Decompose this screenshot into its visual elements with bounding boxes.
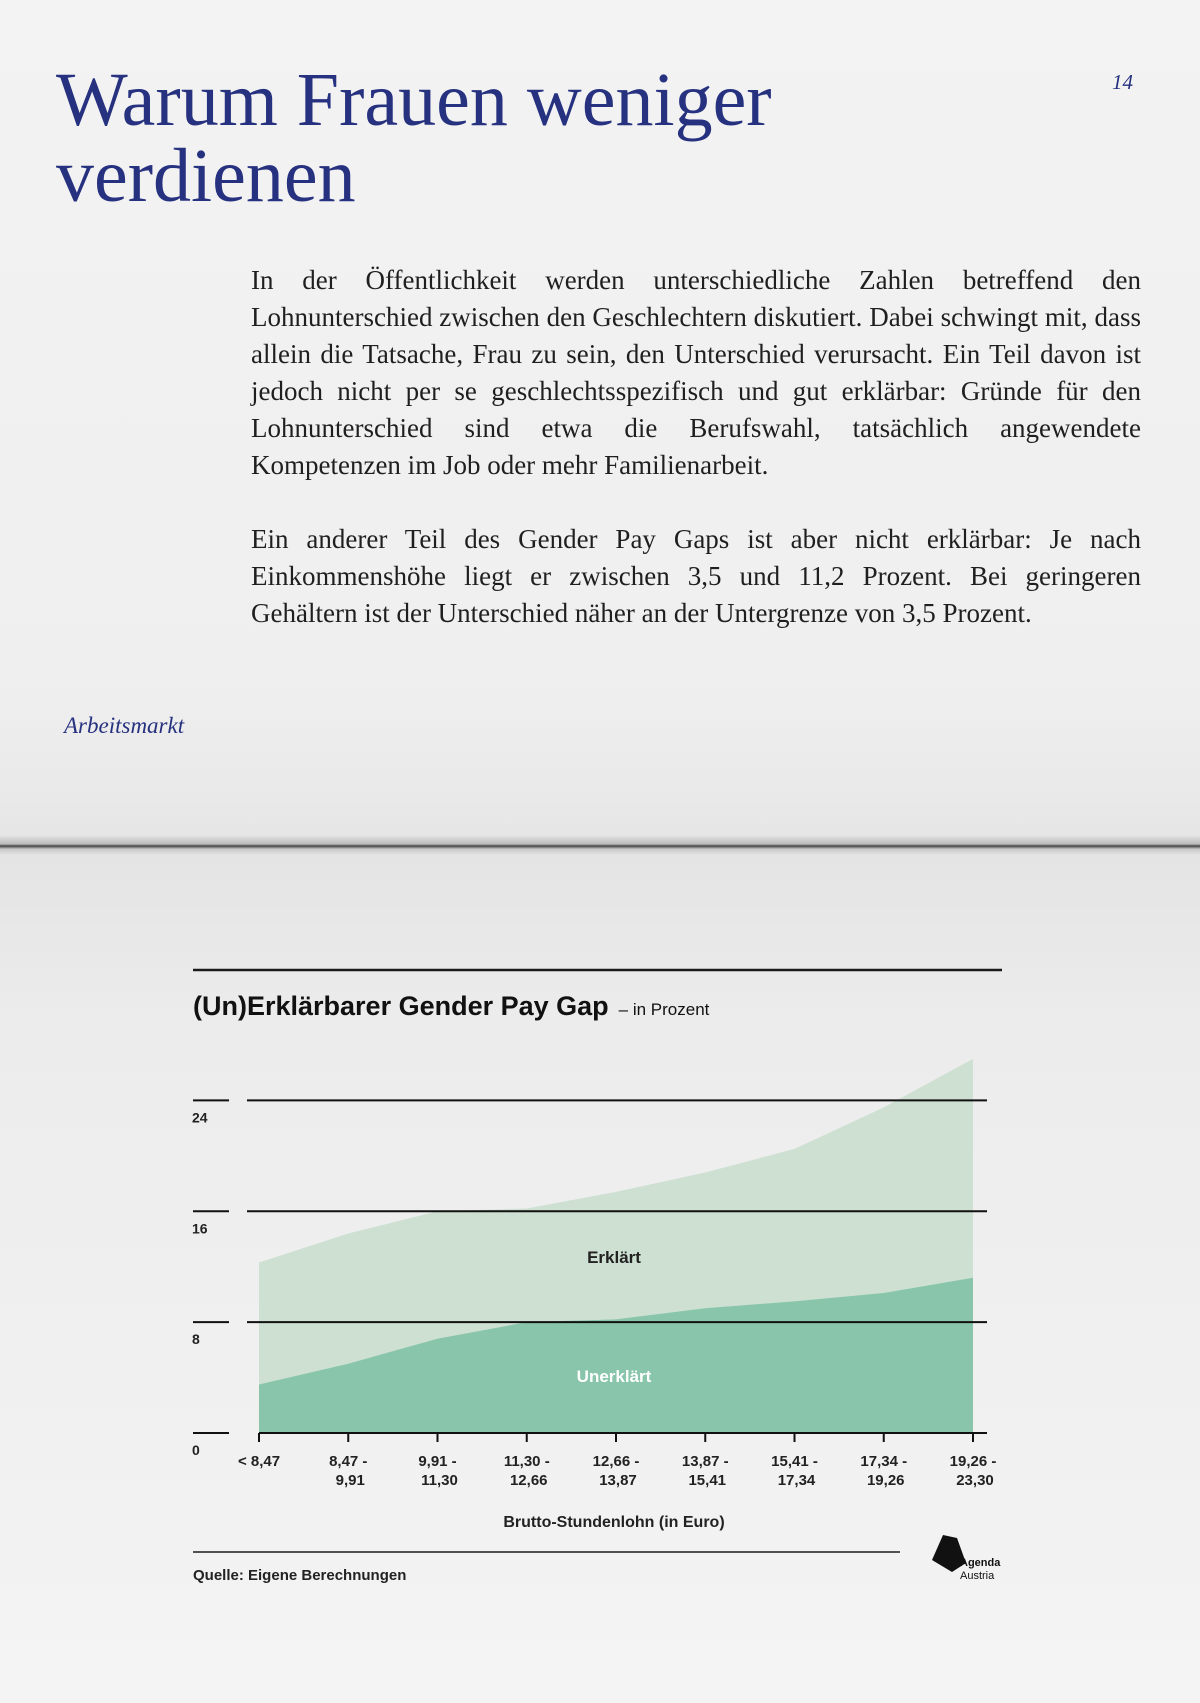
body-paragraph-2: Ein anderer Teil des Gender Pay Gaps ist aber nicht erklärbar: Je nach Einkommenshöhe liegt er zwischen 3,5 und 11,2 Prozent. Bei geringeren Gehältern ist der Unterschied näher an der Untergrenze von 3,5 Prozent. (251, 524, 1141, 628)
svg-text:(Un)Erklärbarer Gender Pay Gap (193, 991, 710, 1021)
logo-text-line2: Austria (960, 1570, 995, 1582)
page-title-line2: verdienen (56, 134, 356, 218)
series-label-explained: Erklärt (587, 1248, 641, 1268)
body-paragraph-1: In der Öffentlichkeit werden unterschiedliche Zahlen betreffend den Lohnunterschied zwischen den Geschlechtern diskutiert. Dabei schwingt mit, dass allein die Tatsache, Frau zu sein, den Unterschied verursacht. Ein Teil davon ist jedoch nicht per se geschlechtsspezifisch und gut erklärbar: Gründe für den Lohnunterschied sind etwa die Berufswahl, tatsächlich angewendete Kompetenzen im Job oder mehr Familienarbeit. (251, 265, 1141, 480)
x-tick-label: 15,41 -17,34 (771, 1453, 818, 1489)
y-tick-label: 8 (192, 1331, 200, 1348)
x-tick-label: 8,47 -9,91 (329, 1453, 368, 1489)
x-tick-label: 19,26 -23,30 (949, 1453, 997, 1489)
page-fold-shadow (0, 835, 1200, 855)
x-tick-label: 13,87 -15,41 (681, 1453, 729, 1489)
chart-subtitle: – in Prozent (618, 1000, 710, 1019)
x-tick-label: < 8,47 (237, 1453, 281, 1470)
page-title (56, 58, 956, 218)
body-text (251, 262, 1141, 669)
logo-text-line1: Agenda (960, 1557, 1001, 1569)
y-tick-label: 24 (192, 1109, 208, 1126)
source-note: Quelle: Eigene Berechnungen (193, 1567, 407, 1584)
page-title-line1: Warum Frauen weniger (56, 58, 772, 142)
y-tick-label: 16 (192, 1220, 208, 1237)
chart-svg (0, 960, 1200, 1600)
y-tick-label: 0 (192, 1442, 200, 1458)
chart-title: (Un)Erklärbarer Gender Pay Gap (193, 991, 609, 1021)
x-tick-label: 17,34 -19,26 (860, 1453, 908, 1489)
section-label: Arbeitsmarkt (64, 713, 185, 738)
series-label-unexplained: Unerklärt (576, 1367, 652, 1387)
x-axis-label: Brutto-Stundenlohn (in Euro) (503, 1514, 725, 1531)
page-number: 14 (1112, 70, 1133, 94)
chart-figure (0, 960, 1200, 1600)
x-tick-label: 12,66 -13,87 (592, 1453, 640, 1489)
x-tick-label: 11,30 -12,66 (503, 1453, 550, 1489)
x-tick-label: 9,91 -11,30 (418, 1453, 458, 1489)
